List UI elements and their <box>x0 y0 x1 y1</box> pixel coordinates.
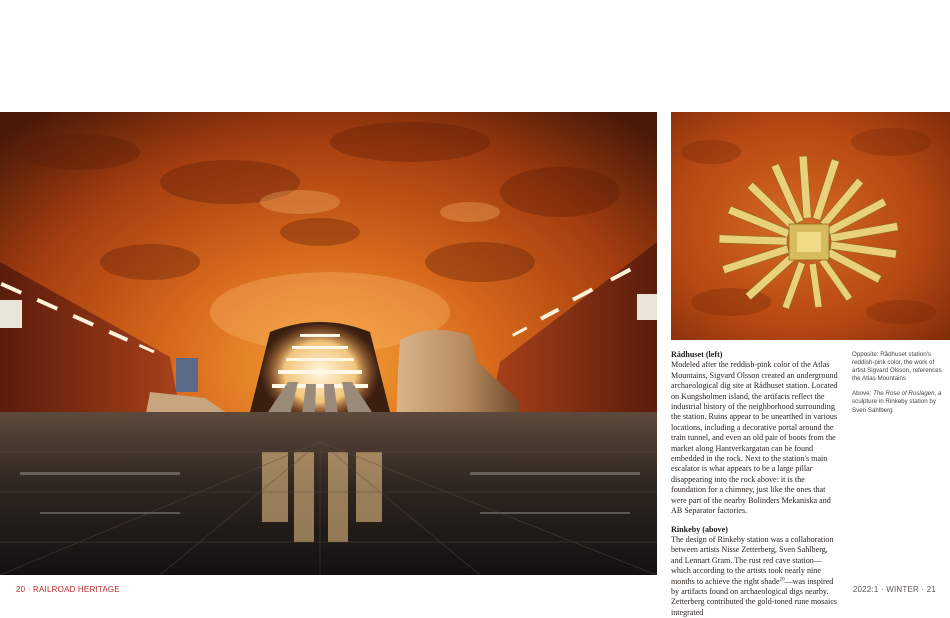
section-body-radhuset: Modeled after the reddish-pink color of the Atlas Mountains, Sigvard Olsson created an underground archaeological dig site at Rådhuset station. Located on Kungsholmen island, the artifacts reflect the industrial history of the neighborhood surrounding the station. Ruins appear to be unearthed in various locations, including a decorative portal around the train tunnel, and even an old pair of boots from the market along Hantverkargatan can be found embedded in the rock. Next to the station's main escalator is what appears to be a large pillar disappearing into the rock above: it is the foundation for a chimney, just like the ones that were part of the nearby Bolinders Mekaniska and AB Separator factories. <box>671 360 838 516</box>
section-heading-radhuset: Rådhuset (left) <box>671 350 723 359</box>
section-heading-rinkeby: Rinkeby (above) <box>671 524 728 534</box>
section-body-rinkeby <box>671 535 841 618</box>
rose-of-roslagen-illustration <box>671 112 950 340</box>
radhuset-station-photo <box>0 112 657 575</box>
folio-left: 20 · RAILROAD HERITAGE <box>16 585 120 594</box>
caption-above-prefix: Above: <box>852 390 873 398</box>
article-text <box>671 350 841 618</box>
radhuset-station-illustration <box>0 112 657 575</box>
folio-right: 2022:1 · WINTER · 21 <box>852 585 936 594</box>
caption-above <box>852 390 946 414</box>
footnote-marker: 20 <box>779 576 785 582</box>
caption-above-title: The Rose of Roslagen <box>872 390 935 398</box>
caption-opposite: Opposite: Rådhuset station's reddish-pink color, the work of artist Sigvard Olsson, references the Atlas Mountains <box>852 351 942 383</box>
photo-captions <box>852 351 946 422</box>
section-body-rinkeby-part-b: —was inspired by artifacts found on archaeological digs nearby. Zetterberg contributed the gold-toned rune mosaics integrated <box>671 576 837 617</box>
section-body-rinkeby-part-a: The design of Rinkeby station was a collaboration between artists Nisse Zetterberg, Sven Sahlberg, and Lennart Gram. The rust red cave station—which according to the artists took nearly nine months to achieve the right shade <box>671 534 834 586</box>
caption-above-suffix: , a sculpture in Rinkeby station by Sven Sahlberg <box>852 390 942 414</box>
rose-of-roslagen-photo <box>671 112 950 340</box>
